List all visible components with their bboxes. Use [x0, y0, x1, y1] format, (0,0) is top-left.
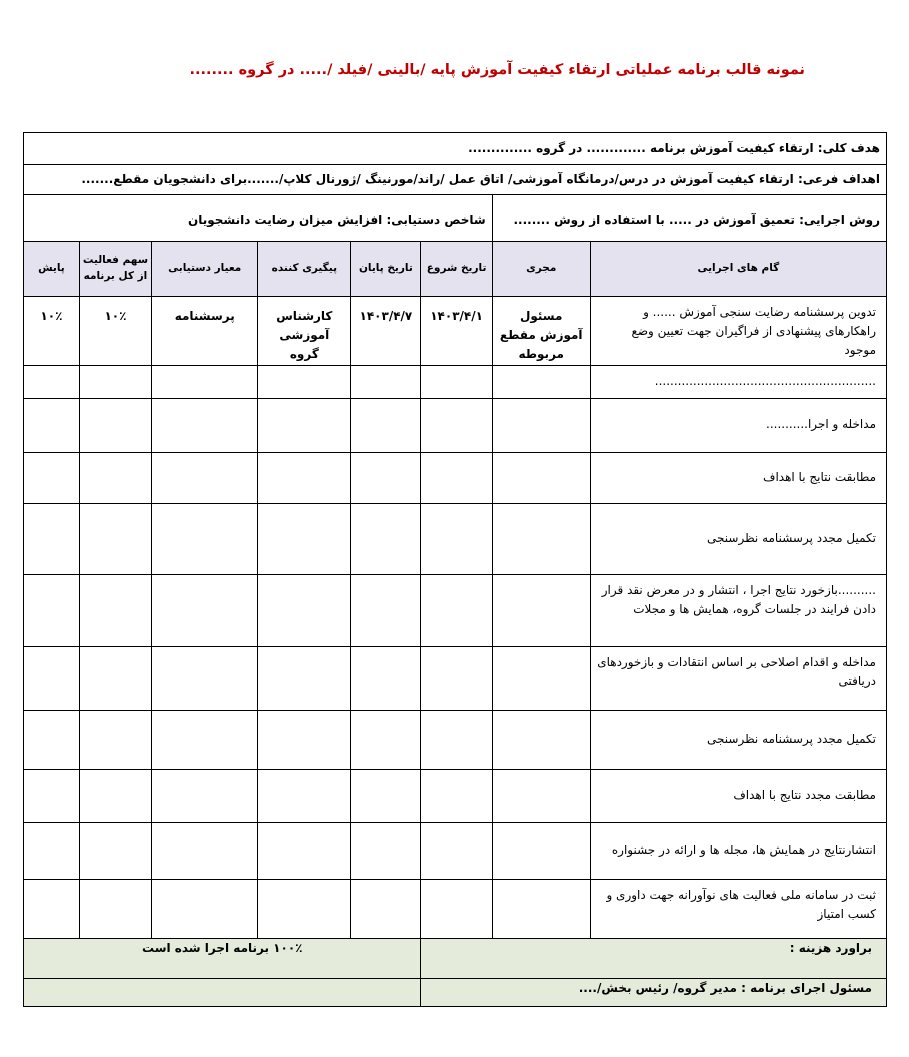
progress-cell [24, 574, 80, 646]
criterion-cell [152, 452, 258, 503]
share-cell [79, 574, 151, 646]
table-row [24, 398, 887, 452]
share-cell [79, 646, 151, 710]
start-date-cell [421, 769, 492, 822]
end-date-cell [351, 879, 421, 938]
step-cell: مداخله و اجرا........... [590, 398, 886, 452]
progress-cell [24, 452, 80, 503]
general-goal: هدف کلی: ارتقاء کیفیت آموزش برنامه ............. در گروه .............. [24, 133, 887, 165]
criterion-cell [152, 879, 258, 938]
share-cell [79, 710, 151, 769]
step-cell: ثبت در سامانه ملی فعالیت های نوآورانه جهت داوری و کسب امتیاز [590, 879, 886, 938]
follower-cell: کارشناس آموزشی گروه [258, 297, 351, 366]
operational-plan-table [23, 132, 887, 1007]
criterion-cell [152, 574, 258, 646]
executor-cell [492, 710, 590, 769]
follower-cell [258, 822, 351, 879]
executor-cell [492, 452, 590, 503]
end-date-cell [351, 503, 421, 574]
progress-cell [24, 710, 80, 769]
share-cell [79, 398, 151, 452]
executor-cell: مسئول آموزش مقطع مربوطه [492, 297, 590, 366]
follower-cell [258, 503, 351, 574]
col-header-end-date: تاریخ پایان [351, 242, 421, 297]
footer-empty-cell [24, 978, 421, 1006]
follower-cell [258, 365, 351, 398]
step-cell: تکمیل مجدد پرسشنامه نظرسنجی [590, 710, 886, 769]
table-row [24, 822, 887, 879]
share-cell [79, 769, 151, 822]
step-cell: تدوین پرسشنامه رضایت سنجی آموزش ...... و راهکارهای پیشنهادی از فراگیران جهت تعیین وضع موجود [590, 297, 886, 366]
start-date-cell [421, 710, 492, 769]
follower-cell [258, 710, 351, 769]
criterion-cell [152, 503, 258, 574]
step-cell: مداخله و اقدام اصلاحی بر اساس انتقادات و بازخوردهای دریافتی [590, 646, 886, 710]
follower-cell [258, 398, 351, 452]
progress-cell [24, 769, 80, 822]
col-header-share-line1: سهم فعالیت [82, 254, 149, 267]
executor-cell [492, 879, 590, 938]
start-date-cell [421, 574, 492, 646]
criterion-cell [152, 769, 258, 822]
step-cell: .......................................................... [590, 365, 886, 398]
start-date-cell: ۱۴۰۳/۴/۱ [421, 297, 492, 366]
share-cell [79, 822, 151, 879]
col-header-criterion: معیار دستیابی [152, 242, 258, 297]
follower-cell [258, 879, 351, 938]
executor-cell [492, 503, 590, 574]
col-header-progress: پایش [24, 242, 80, 297]
end-date-cell [351, 574, 421, 646]
table-row [24, 646, 887, 710]
executor-cell [492, 574, 590, 646]
progress-cell: ۱۰٪ [24, 297, 80, 366]
criterion-cell [152, 365, 258, 398]
start-date-cell [421, 822, 492, 879]
progress-cell [24, 822, 80, 879]
end-date-cell [351, 452, 421, 503]
follower-cell [258, 452, 351, 503]
col-header-share [79, 242, 151, 297]
end-date-cell [351, 769, 421, 822]
start-date-cell [421, 398, 492, 452]
criterion-cell [152, 710, 258, 769]
progress-cell [24, 879, 80, 938]
follower-cell [258, 646, 351, 710]
start-date-cell [421, 646, 492, 710]
end-date-cell: ۱۴۰۳/۴/۷ [351, 297, 421, 366]
step-cell: تکمیل مجدد پرسشنامه نظرسنجی [590, 503, 886, 574]
end-date-cell [351, 398, 421, 452]
col-header-start-date: تاریخ شروع [421, 242, 492, 297]
table-row [24, 710, 887, 769]
criterion-cell: پرسشنامه [152, 297, 258, 366]
executor-cell [492, 822, 590, 879]
criterion-cell [152, 822, 258, 879]
table-row [24, 769, 887, 822]
follower-cell [258, 574, 351, 646]
step-cell: مطابقت نتایج با اهداف [590, 452, 886, 503]
col-header-follower: پیگیری کننده [258, 242, 351, 297]
executor-cell [492, 769, 590, 822]
end-date-cell [351, 365, 421, 398]
progress-cell [24, 398, 80, 452]
progress-cell [24, 646, 80, 710]
table-row [24, 452, 887, 503]
table-row [24, 879, 887, 938]
step-cell: انتشارنتایج در همایش ها، مجله ها و ارائه در جشنواره [590, 822, 886, 879]
completion-status: ۱۰۰٪ برنامه اجرا شده است [24, 938, 421, 978]
end-date-cell [351, 710, 421, 769]
follower-cell [258, 769, 351, 822]
share-cell [79, 879, 151, 938]
step-cell: ..........بازخورد نتایج اجرا ، انتشار و در معرض نقد قرار دادن فرایند در جلسات گروه، همایش ها و مجلات [590, 574, 886, 646]
table-row [24, 297, 887, 366]
executor-cell [492, 365, 590, 398]
executor-cell [492, 646, 590, 710]
sub-goals: اهداف فرعی: ارتقاء کیفیت آموزش در درس/درمانگاه آموزشی/ اتاق عمل /راند/مورنینگ /ژورنال کلاپ/.......برای دانشجویان مقطع....... [24, 165, 887, 195]
criterion-cell [152, 398, 258, 452]
method-line: روش اجرایی: تعمیق آموزش در ..... با استفاده از روش ........ [492, 195, 886, 242]
col-header-steps: گام های اجرایی [590, 242, 886, 297]
table-row [24, 574, 887, 646]
program-responsible: مسئول اجرای برنامه : مدیر گروه/ رئیس بخش/.... [421, 978, 887, 1006]
table-row [24, 503, 887, 574]
col-header-share-line2: از کل برنامه [83, 270, 148, 282]
indicator-line: شاخص دستیابی: افزایش میزان رضایت دانشجویان [24, 195, 493, 242]
page-title: نمونه قالب برنامه عملیاتی ارتقاء کیفیت آموزش پایه /بالینی /فیلد /..... در گروه ........ [189, 62, 805, 78]
start-date-cell [421, 879, 492, 938]
share-cell [79, 365, 151, 398]
start-date-cell [421, 452, 492, 503]
share-cell [79, 452, 151, 503]
share-cell [79, 503, 151, 574]
start-date-cell [421, 365, 492, 398]
start-date-cell [421, 503, 492, 574]
cost-estimate: براورد هزینه : [421, 938, 887, 978]
share-cell: ۱۰٪ [79, 297, 151, 366]
table-row [24, 365, 887, 398]
step-cell: مطابقت مجدد نتایج با اهداف [590, 769, 886, 822]
col-header-executor: مجری [492, 242, 590, 297]
executor-cell [492, 398, 590, 452]
progress-cell [24, 503, 80, 574]
end-date-cell [351, 646, 421, 710]
end-date-cell [351, 822, 421, 879]
criterion-cell [152, 646, 258, 710]
progress-cell [24, 365, 80, 398]
